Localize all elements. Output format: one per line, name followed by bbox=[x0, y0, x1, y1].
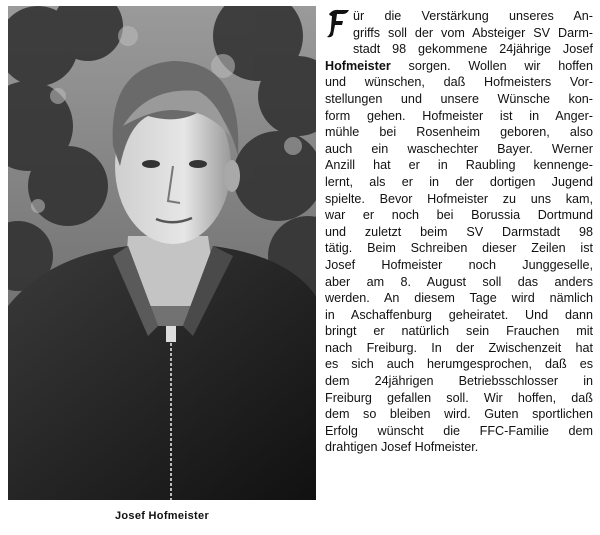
article-line: es sich auch herumgesprochen, daß es bbox=[325, 357, 593, 372]
article-line: dem so bleiben wird. Guten sportlichen bbox=[325, 407, 593, 422]
article-line-text: sorgen. Wollen wir hoffen bbox=[390, 58, 593, 73]
article-line: und zuletzt beim SV Darmstadt 98 bbox=[325, 224, 593, 239]
article-line: form gehen. Hofmeister ist in Anger- bbox=[325, 108, 593, 123]
article-bold-name: Hofmeister bbox=[325, 58, 391, 73]
article-line: stadt 98 gekommene 24jährige Josef bbox=[353, 42, 593, 57]
article-line: tätig. Beim Schreiben dieser Zeilen ist bbox=[325, 241, 593, 256]
article-line: dem 24jährigen Betriebsschlosser in bbox=[325, 374, 593, 389]
article-line: ür die Verstärkung unseres An- bbox=[353, 9, 593, 23]
article-line: stellungen und unsere Wünsche kon- bbox=[325, 91, 593, 106]
article-line: bringt er natürlich sein Frauchen mit bbox=[325, 324, 593, 339]
portrait-photo bbox=[8, 6, 316, 500]
article-line: lernt, als er in der dortigen Jugend bbox=[325, 174, 593, 189]
photo-caption: Josef Hofmeister bbox=[114, 510, 210, 522]
article-line: Freiburg gefallen soll. Wir hoffen, daß bbox=[325, 390, 593, 405]
article-line: griffs soll der vom Absteiger SV Darm- bbox=[353, 25, 593, 40]
article-line: Josef Hofmeister noch Junggeselle, bbox=[325, 257, 593, 272]
article-line: aber am 8. August soll das anders bbox=[325, 274, 593, 289]
article-line: in Aschaffenburg geheiratet. Und dann bbox=[325, 307, 593, 322]
article-line: Erfolg wünscht die FFC-Familie dem bbox=[325, 423, 593, 438]
article-lines bbox=[325, 8, 593, 456]
article-line: spielte. Bevor Hofmeister zu uns kam, bbox=[325, 191, 593, 206]
article-text bbox=[325, 8, 593, 456]
article-line: und wünschen, daß Hofmeisters Vor- bbox=[325, 75, 593, 90]
article-line: auch ein waschechter Bayer. Werner bbox=[325, 141, 593, 156]
article-line: werden. An diesem Tage wird nämlich bbox=[325, 291, 593, 306]
portrait-image bbox=[8, 6, 316, 500]
article-line: Anzill hat er in Raubling kennenge- bbox=[325, 158, 593, 173]
article-line: nach Freiburg. In der Zwischenzeit hat bbox=[325, 340, 593, 355]
article-line: war er noch bei Borussia Dortmund bbox=[325, 208, 593, 223]
article-line bbox=[325, 58, 593, 75]
article-line: drahtigen Josef Hofmeister. bbox=[325, 440, 479, 455]
dropcap-letter bbox=[325, 8, 351, 38]
article-line: mühle bei Rosenheim geboren, also bbox=[325, 125, 593, 140]
